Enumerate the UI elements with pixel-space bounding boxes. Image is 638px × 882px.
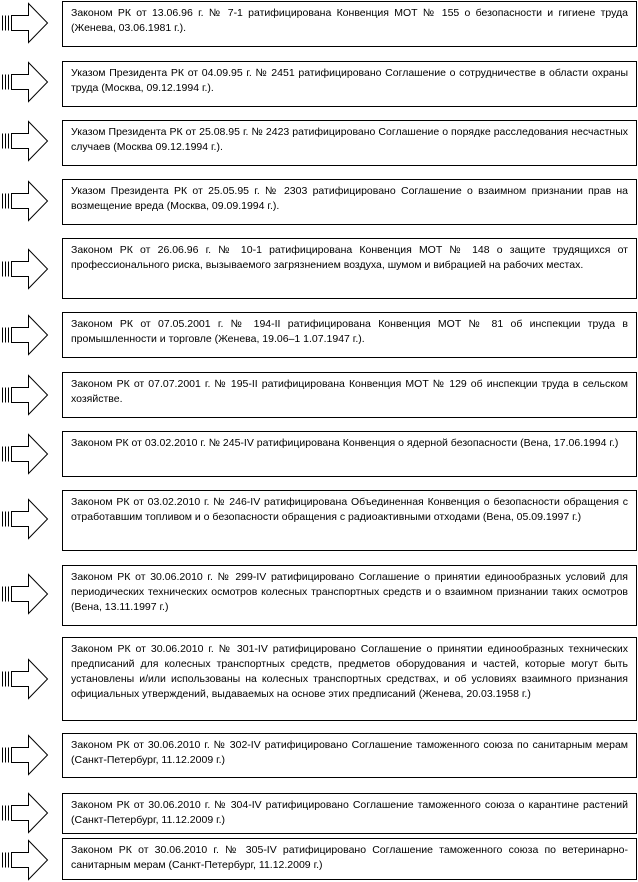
list-item-text: Законом РК от 03.02.2010 г. № 246-IV ратифицирована Объединенная Конвенция о безопасности обращения с отработавшим топливом и о безопасности обращения с радиоактивными отходами (Вена, 05.09.1997 г.): [62, 490, 637, 551]
arrow-right-icon: [1, 248, 49, 290]
arrow-right-icon: [1, 314, 49, 356]
list-item-text: Законом РК от 26.06.96 г. № 10-1 ратифицирована Конвенция МОТ № 148 о защите трудящихся от профессионального риска, вызываемого загрязнением воздуха, шумом и вибрацией на рабочих местах.: [62, 238, 637, 299]
list-item-text: Законом РК от 30.06.2010 г. № 299-IV ратифицировано Соглашение о принятии единообразных условий для периодических технических осмотров колесных транспортных средств и о взаимном признании таких осмотров (Вена, 13.11.1997 г.): [62, 565, 637, 626]
list-item-text: Законом РК от 07.05.2001 г. № 194-II ратифицирована Конвенция МОТ № 81 об инспекции труда в промышленности и торговле (Женева, 19.06–1 1.07.1947 г.).: [62, 312, 637, 358]
list-item-text: Указом Президента РК от 25.05.95 г. № 2303 ратифицировано Соглашение о взаимном признании прав на возмещение вреда (Москва, 09.09.1994 г.).: [62, 179, 637, 225]
list-item-text: Законом РК от 30.06.2010 г. № 305-IV ратифицировано Соглашение таможенного союза по ветеринарно-санитарным мерам (Санкт-Петербург, 11.12.2009 г.): [62, 838, 637, 880]
list-item-text: Указом Президента РК от 25.08.95 г. № 2423 ратифицировано Соглашение о порядке расследования несчастных случаев (Москва 09.12.1994 г.).: [62, 120, 637, 166]
list-item-text: Законом РК от 07.07.2001 г. № 195-II ратифицирована Конвенция МОТ № 129 об инспекции труда в сельском хозяйстве.: [62, 372, 637, 418]
arrow-right-icon: [1, 658, 49, 700]
list-item-text: Законом РК от 03.02.2010 г. № 245-IV ратифицирована Конвенция о ядерной безопасности (Вена, 17.06.1994 г.): [62, 431, 637, 477]
arrow-right-icon: [1, 433, 49, 475]
arrow-right-icon: [1, 498, 49, 540]
list-item-text: Законом РК от 30.06.2010 г. № 301-IV ратифицировано Соглашение о принятии единообразных технических предписаний для колесных транспортных средств, предметов оборудования и частей, которые могут быть установлены и/или использованы на колесных транспортных средствах, и об условиях взаимного признания официальных утверждений, выдаваемых на основе этих предписаний (Женева, 20.03.1958 г.): [62, 637, 637, 721]
list-item-text: Законом РК от 30.06.2010 г. № 304-IV ратифицировано Соглашение таможенного союза о карантине растений (Санкт-Петербург, 11.12.2009 г.): [62, 793, 637, 834]
arrow-right-icon: [1, 374, 49, 416]
arrow-right-icon: [1, 839, 49, 881]
arrow-right-icon: [1, 792, 49, 834]
arrow-right-icon: [1, 180, 49, 222]
arrow-right-icon: [1, 2, 49, 44]
arrow-right-icon: [1, 61, 49, 103]
arrow-right-icon: [1, 573, 49, 615]
list-item-text: Законом РК от 30.06.2010 г. № 302-IV ратифицировано Соглашение таможенного союза по санитарным мерам (Санкт-Петербург, 11.12.2009 г.): [62, 733, 637, 778]
list-item-text: Законом РК от 13.06.96 г. № 7-1 ратифицирована Конвенция МОТ № 155 о безопасности и гигиене труда (Женева, 03.06.1981 г.).: [62, 1, 637, 47]
list-item-text: Указом Президента РК от 04.09.95 г. № 2451 ратифицировано Соглашение о сотрудничестве в области охраны труда (Москва, 09.12.1994 г.).: [62, 61, 637, 107]
arrow-right-icon: [1, 734, 49, 776]
arrow-right-icon: [1, 120, 49, 162]
